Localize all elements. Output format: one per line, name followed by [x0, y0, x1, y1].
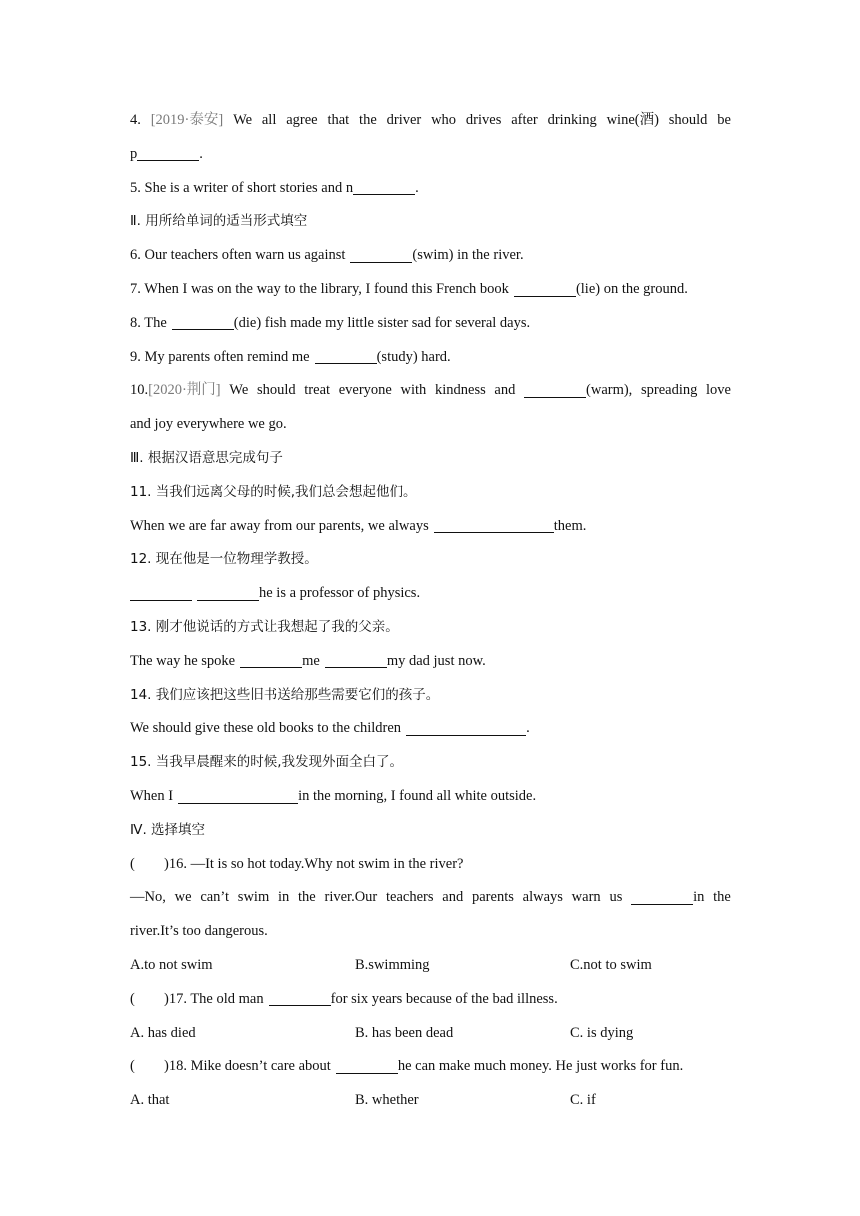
q4-word: wine(酒) — [606, 112, 659, 128]
answer-blank[interactable] — [514, 280, 576, 296]
answer-paren[interactable]: ( — [130, 990, 135, 1007]
answer-blank[interactable] — [240, 652, 302, 668]
q16-blank-group — [631, 881, 704, 915]
q10-hint: (warm), — [586, 382, 633, 399]
q11-line — [130, 510, 731, 544]
q16-word: can’t — [200, 889, 230, 906]
q6-hint: (swim) in the river. — [412, 247, 524, 264]
q9-text: 9. My parents often remind me — [130, 348, 310, 365]
q15-text: When I — [130, 787, 174, 804]
answer-blank[interactable] — [325, 652, 387, 668]
answer-paren[interactable]: ( — [130, 1058, 135, 1075]
q10-blank-group — [524, 374, 632, 408]
option-c[interactable]: C. if — [570, 1092, 596, 1109]
q10-number-source — [130, 374, 221, 408]
answer-blank[interactable] — [130, 585, 192, 601]
q10-word: should — [256, 382, 296, 399]
q16-word: —No, — [130, 889, 166, 906]
q15-line — [130, 780, 731, 814]
answer-blank[interactable] — [353, 179, 415, 195]
q10-word: everyone — [338, 382, 392, 399]
answer-blank[interactable] — [524, 382, 586, 398]
q4-number: 4. — [130, 112, 141, 128]
q16-word: us — [609, 889, 623, 906]
q16-options — [130, 949, 731, 983]
q16-word: teachers — [386, 889, 434, 906]
option-c[interactable]: C.not to swim — [570, 956, 652, 973]
q16-word: river.Our — [324, 889, 378, 906]
q9-hint: (study) hard. — [376, 348, 451, 365]
q4-word: the — [359, 112, 377, 128]
q16-word: swim — [237, 889, 270, 906]
q10-line1 — [130, 374, 731, 408]
q8-text: 8. The — [130, 314, 167, 331]
answer-blank[interactable] — [197, 585, 259, 601]
q10-number: 10. — [130, 382, 149, 399]
q10-word: kindness — [434, 382, 486, 399]
q16-line2 — [130, 881, 731, 915]
q4-end: . — [199, 145, 203, 162]
q4-cont: p — [130, 145, 138, 162]
q18-stem — [130, 1050, 731, 1084]
option-b[interactable]: B.swimming — [355, 956, 430, 973]
answer-blank[interactable] — [269, 990, 331, 1006]
q10-source: [2020·荆门] — [148, 382, 221, 399]
q5-text: 5. She is a writer of short stories and n — [130, 179, 354, 196]
answer-blank[interactable] — [336, 1058, 398, 1074]
q10-word: with — [400, 382, 427, 399]
q12-chinese: 12. 现在他是一位物理学教授。 — [130, 551, 318, 568]
q10-word: and — [494, 382, 516, 399]
q13-line — [130, 645, 731, 679]
q4-word: after — [511, 112, 538, 128]
section-3-heading: Ⅲ. 根据汉语意思完成句子 — [130, 449, 283, 466]
q16-line3: river.It’s too dangerous. — [130, 923, 268, 940]
q17-end: for six years because of the bad illness. — [330, 990, 558, 1007]
q16-word: the — [298, 889, 316, 906]
q17-text: )17. The old man — [164, 990, 264, 1007]
q14-text: We should give these old books to the children — [130, 720, 402, 737]
q7-hint: (lie) on the ground. — [575, 280, 688, 297]
answer-blank[interactable] — [631, 889, 693, 905]
q11-chinese: 11. 当我们远离父母的时候,我们总会想起他们。 — [130, 483, 417, 500]
q16-text: )16. —It is so hot today.Why not swim in the river? — [164, 855, 464, 872]
option-a[interactable]: A. has died — [130, 1024, 196, 1041]
q12-line — [130, 577, 731, 611]
q5-end: . — [415, 179, 419, 196]
q16-stem — [130, 848, 731, 882]
q10-word: spreading — [640, 382, 698, 399]
q16-word: parents — [472, 889, 514, 906]
q10-word: treat — [304, 382, 331, 399]
q5-line — [130, 172, 731, 206]
q12-text: he is a professor of physics. — [259, 585, 421, 602]
q4-word: drinking — [547, 112, 597, 128]
section-4-heading: Ⅳ. 选择填空 — [130, 821, 206, 838]
q4-word: We — [233, 112, 253, 128]
answer-blank[interactable] — [172, 314, 234, 330]
q15-end: in the morning, I found all white outside. — [298, 787, 537, 804]
answer-blank[interactable] — [137, 145, 199, 161]
q4-source: [2019·泰安] — [150, 112, 224, 128]
answer-blank[interactable] — [315, 348, 377, 364]
q14-chinese: 14. 我们应该把这些旧书送给那些需要它们的孩子。 — [130, 686, 440, 703]
answer-blank[interactable] — [350, 247, 412, 263]
option-a[interactable]: A.to not swim — [130, 956, 213, 973]
q17-stem — [130, 983, 731, 1017]
q4-word: should — [668, 112, 708, 128]
q16-word: in — [693, 889, 705, 906]
option-c[interactable]: C. is dying — [570, 1024, 634, 1041]
q11-text: When we are far away from our parents, we always — [130, 517, 429, 534]
q15-chinese: 15. 当我早晨醒来的时候,我发现外面全白了。 — [130, 754, 404, 771]
q16-word: and — [442, 889, 464, 906]
q11-end: them. — [553, 517, 587, 534]
option-a[interactable]: A. that — [130, 1092, 170, 1109]
q7-line — [130, 273, 731, 307]
q10-word: love — [706, 382, 731, 399]
q4-line1 — [130, 104, 731, 138]
q4-word: that — [327, 112, 350, 128]
q16-word: the — [713, 889, 731, 906]
q13-mid: me — [302, 652, 320, 669]
q6-line — [130, 239, 731, 273]
q4-word: all — [261, 112, 277, 128]
q16-word: warn — [571, 889, 601, 906]
worksheet — [130, 104, 731, 1118]
q13-end: my dad just now. — [386, 652, 486, 669]
q6-text: 6. Our teachers often warn us against — [130, 247, 346, 264]
q10-line2: and joy everywhere we go. — [130, 416, 287, 433]
q4-word: driver — [386, 112, 422, 128]
q13-text: The way he spoke — [130, 652, 236, 669]
section-2-heading: Ⅱ. 用所给单词的适当形式填空 — [130, 213, 308, 230]
q10-word: We — [229, 382, 249, 399]
q18-text: )18. Mike doesn’t care about — [164, 1058, 331, 1075]
answer-paren[interactable]: ( — [130, 855, 135, 872]
answer-blank[interactable] — [178, 787, 298, 803]
q4-word: who — [431, 112, 457, 128]
option-b[interactable]: B. has been dead — [355, 1024, 454, 1041]
q8-line — [130, 307, 731, 341]
q17-options — [130, 1017, 731, 1051]
q16-word: always — [522, 889, 563, 906]
q16-word: in — [277, 889, 290, 906]
q7-text: 7. When I was on the way to the library, I found this French book — [130, 280, 509, 297]
q9-line — [130, 341, 731, 375]
q4-word: agree — [286, 112, 318, 128]
q18-end: he can make much money. He just works for fun. — [397, 1058, 684, 1075]
q18-options — [130, 1084, 731, 1118]
q16-word: we — [174, 889, 192, 906]
q4-line2 — [130, 138, 731, 172]
q14-end: . — [526, 720, 530, 737]
q4-word: be — [717, 112, 731, 128]
q14-line — [130, 712, 731, 746]
q13-chinese: 13. 刚才他说话的方式让我想起了我的父亲。 — [130, 618, 399, 635]
q8-hint: (die) fish made my little sister sad for several days. — [233, 314, 531, 331]
answer-blank[interactable] — [406, 720, 526, 736]
answer-blank[interactable] — [434, 517, 554, 533]
q4-word: drives — [465, 112, 502, 128]
option-b[interactable]: B. whether — [355, 1092, 419, 1109]
